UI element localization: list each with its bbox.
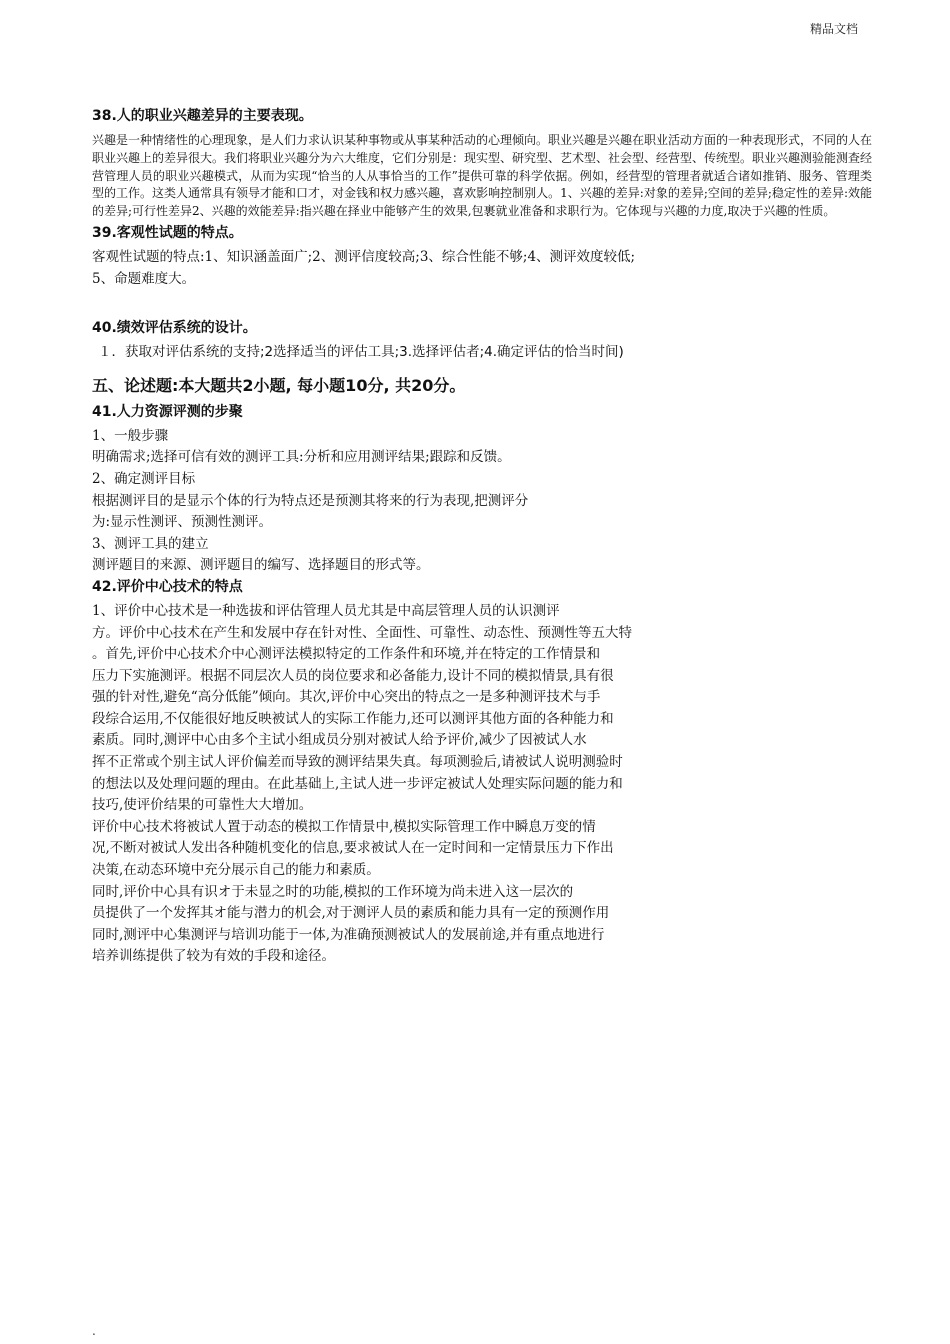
- q38-paragraph: 兴趣是一种情绪性的心理现象，是人们力求认识某种事物或从事某种活动的心理倾向。职业兴趣是兴趣在职业活动方面的一种表现形式，不同的人在职业兴趣上的差异很大。我们将职业兴趣分为六大维度，它们分别是：现实型、研究型、艺术型、社会型、经营型、传统型。职业兴趣测验能测查经营管理人员的职业兴趣模式，从而为实现“恰当的人从事恰当的工作”提供可靠的科学依据。例如，经营型的管理者就适合诸如推销、服务、管理类型的工作。这类人通常具有领导才能和口才，对金钱和权力感兴趣，喜欢影响控制别人。1、兴趣的差异:对象的差异;空间的差异;稳定性的差异:效能的差异;可行性差异2、兴趣的效能差异:指兴趣在择业中能够产生的效果,包裹就业准备和求职行为。它体现与兴趣的力度,取决于兴趣的性质。: [92, 133, 873, 219]
- q42-line: 同时,评价中心具有识オ于未显之时的功能,模拟的工作环境为尚未进入这一层次的: [92, 883, 574, 900]
- footer-mark: .: [92, 1324, 96, 1338]
- q41-line: 为:显示性测评、预测性测评。: [92, 514, 273, 531]
- q42-line: 评价中心技术将被试人置于动态的模拟工作情景中,模拟实际管理工作中瞬息万变的情: [92, 818, 596, 835]
- q42-body: [92, 601, 872, 968]
- q42-line: 段综合运用,不仅能很好地反映被试人的实际工作能力,还可以测评其他方面的各种能力和: [92, 710, 614, 727]
- q39-line: 5、命题难度大。: [92, 270, 196, 287]
- section-five-title: 五、论述题:本大题共2小题, 每小题10分, 共20分。: [92, 375, 466, 395]
- q42-line: 压力下实施测评。根据不同层次人员的岗位要求和必备能力,设计不同的模拟情景,具有很: [92, 667, 614, 684]
- q41-line: 根据测评目的是显示个体的行为特点还是预测其将来的行为表现,把测评分: [92, 492, 529, 509]
- q42-line: 强的针对性,避免“高分低能”倾向。其次,评价中心突出的特点之一是多种测评技术与手: [92, 689, 601, 706]
- q42-line: 挥不正常或个别主试人评价偏差而导致的测评结果失真。每项测验后,请被试人说明测验时: [92, 754, 623, 771]
- q41-line: 3、测评工具的建立: [92, 535, 209, 552]
- q39-line: 客观性试题的特点:1、知识涵盖面广;2、测评信度较高;3、综合性能不够;4、测评效度较低;: [92, 248, 636, 265]
- q41-line: 2、确定测评目标: [92, 470, 196, 487]
- q42-line: 员提供了一个发挥其オ能与潜力的机会,对于测评人员的素质和能力具有一定的预测作用: [92, 905, 610, 922]
- q42-line: 决策,在动态环境中充分展示自己的能力和素质。: [92, 862, 380, 879]
- q39-title: 39.客观性试题的特点。: [92, 224, 243, 241]
- q41-line: 明确需求;选择可信有效的测评工具:分析和应用测评结果;跟踪和反馈。: [92, 449, 511, 466]
- q40-line: １．获取对评估系统的支持;2选择适当的评估工具;3.选择评估者;4.确定评估的恰当时间): [98, 344, 624, 361]
- q42-line: 方。评价中心技术在产生和发展中存在针对性、全面性、可靠性、动态性、预测性等五大特: [92, 624, 632, 641]
- document-body: [92, 106, 872, 968]
- q41-line: 测评题目的来源、测评题目的编写、选择题目的形式等。: [92, 557, 430, 574]
- q41-body: [92, 426, 872, 577]
- q42-line: 。首先,评价中心技术介中心测评法模拟特定的工作条件和环境,并在特定的工作情景和: [92, 646, 601, 663]
- q42-line: 素质。同时,测评中心由多个主试小组成员分别对被试人给予评价,减少了因被试人水: [92, 732, 587, 749]
- q42-line: 况,不断对被试人发出各种随机变化的信息,要求被试人在一定时间和一定情景压力下作出: [92, 840, 614, 857]
- q42-line: 技巧,使评价结果的可靠性大大增加。: [92, 797, 313, 814]
- q42-line: 1、评价中心技术是一种选拔和评估管理人员尤其是中高层管理人员的认识测评: [92, 602, 560, 619]
- q41-title: 41.人力资源评测的步聚: [92, 403, 243, 420]
- header-note: 精品文档: [809, 22, 858, 36]
- q40-title: 40.绩效评估系统的设计。: [92, 320, 257, 337]
- q42-line: 培养训练提供了较为有效的手段和途径。: [92, 948, 335, 965]
- q42-title: 42.评价中心技术的特点: [92, 578, 243, 595]
- q38-title: 38.人的职业兴趣差异的主要表现。: [92, 108, 313, 124]
- q42-line: 同时,测评中心集测评与培训功能于一体,为准确预测被试人的发展前途,并有重点地进行: [92, 926, 605, 943]
- q42-line: 的想法以及处理问题的理由。在此基础上,主试人进一步评定被试人处理实际问题的能力和: [92, 775, 623, 792]
- q41-line: 1、一般步骤: [92, 427, 169, 444]
